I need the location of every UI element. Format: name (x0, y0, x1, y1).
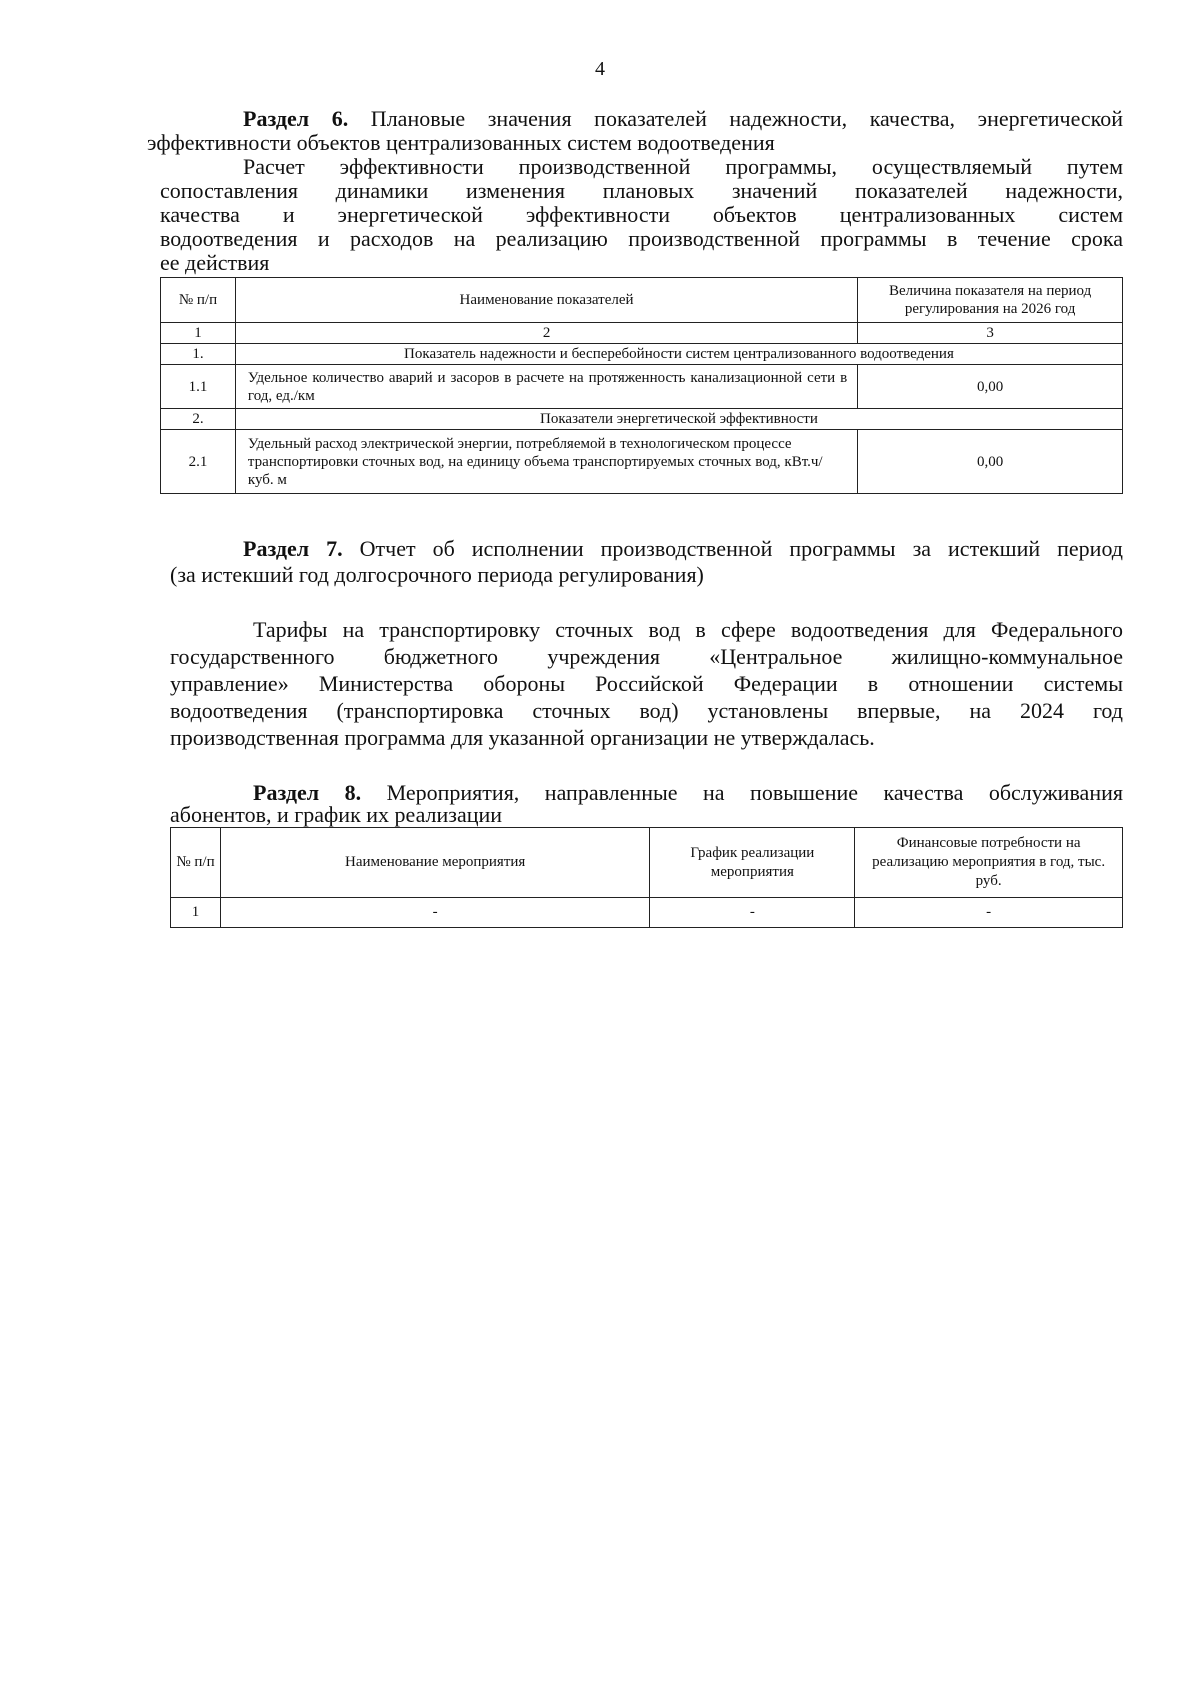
section6-subtitle-line2: сопоставления динамики изменения плановых значений показателей надежности, (160, 178, 1123, 203)
row-schedule: - (650, 898, 855, 928)
colnum-1: 1 (161, 323, 236, 344)
colnum-3: 3 (858, 323, 1123, 344)
measures-table-header (171, 828, 1123, 898)
section7-title-line2: (за истекший год долгосрочного периода регулирования) (170, 562, 704, 587)
section8-title-rest: Мероприятия, направленные на повышение качества обслуживания (361, 780, 1123, 805)
header-num: № п/п (171, 828, 221, 898)
table-row (161, 344, 1123, 365)
section7-label: Раздел 7. (243, 536, 343, 561)
row-group-title: Показатель надежности и бесперебойности систем централизованного водоотведения (235, 344, 1122, 365)
section7-body-line1: Тарифы на транспортировку сточных вод в сфере водоотведения для Федерального (253, 617, 1123, 642)
row-value: 0,00 (858, 430, 1123, 494)
section7-body-line2: государственного бюджетного учреждения «Центральное жилищно-коммунальное (170, 644, 1123, 669)
indicators-table (160, 277, 1123, 494)
measures-table (170, 827, 1123, 928)
header-finance: Финансовые потребности на реализацию мероприятия в год, тыс. руб. (855, 828, 1123, 898)
row-num: 2.1 (161, 430, 236, 494)
section6-title-line2: эффективности объектов централизованных систем водоотведения (147, 130, 775, 155)
section7-body-line3: управление» Министерства обороны Российской Федерации в отношении системы (170, 671, 1123, 696)
header-name: Наименование мероприятия (220, 828, 649, 898)
row-num: 1. (161, 344, 236, 365)
row-num: 1.1 (161, 365, 236, 409)
row-name: Удельный расход электрической энергии, потребляемой в технологическом процессе транспортировки сточных вод, на единицу объема транспортируемых сточных вод, кВт.ч/куб. м (235, 430, 857, 494)
section7-title-rest: Отчет об исполнении производственной программы за истекший период (342, 536, 1123, 561)
row-value: 0,00 (858, 365, 1123, 409)
indicators-table-header (161, 278, 1123, 323)
page-number: 4 (595, 58, 605, 80)
header-name: Наименование показателей (235, 278, 857, 323)
section6-title-line1 (160, 107, 1123, 131)
section6-subtitle-line4: водоотведения и расходов на реализацию производственной программы в течение срока (160, 226, 1123, 251)
row-group-title: Показатели энергетической эффективности (235, 409, 1122, 430)
section7-body-line4: водоотведения (транспортировка сточных вод) установлены впервые, на 2024 год (170, 698, 1123, 723)
table-row (171, 898, 1123, 928)
row-name: Удельное количество аварий и засоров в расчете на протяженность канализационной сети в год, ед./км (235, 365, 857, 409)
header-value: Величина показателя на период регулирования на 2026 год (858, 278, 1123, 323)
section6-subtitle-line3: качества и энергетической эффективности объектов централизованных систем (160, 202, 1123, 227)
section8-title-line2: абонентов, и график их реализации (170, 802, 503, 827)
section6-label: Раздел 6. (243, 106, 349, 131)
colnum-2: 2 (235, 323, 857, 344)
row-num: 2. (161, 409, 236, 430)
row-num: 1 (171, 898, 221, 928)
row-name: - (220, 898, 649, 928)
section6-subtitle-line1: Расчет эффективности производственной программы, осуществляемый путем (243, 154, 1123, 179)
section6-subtitle-line5: ее действия (160, 250, 270, 275)
header-schedule: График реализации мероприятия (650, 828, 855, 898)
section6-title-rest: Плановые значения показателей надежности, качества, энергетической (348, 106, 1123, 131)
section7-title-line1 (160, 537, 1123, 561)
table-row (161, 365, 1123, 409)
section8-label: Раздел 8. (253, 780, 362, 805)
section7-body-line5: производственная программа для указанной организации не утверждалась. (170, 725, 875, 750)
indicators-table-colnumbers (161, 323, 1123, 344)
header-num: № п/п (161, 278, 236, 323)
row-finance: - (855, 898, 1123, 928)
table-row (161, 409, 1123, 430)
table-row (161, 430, 1123, 494)
